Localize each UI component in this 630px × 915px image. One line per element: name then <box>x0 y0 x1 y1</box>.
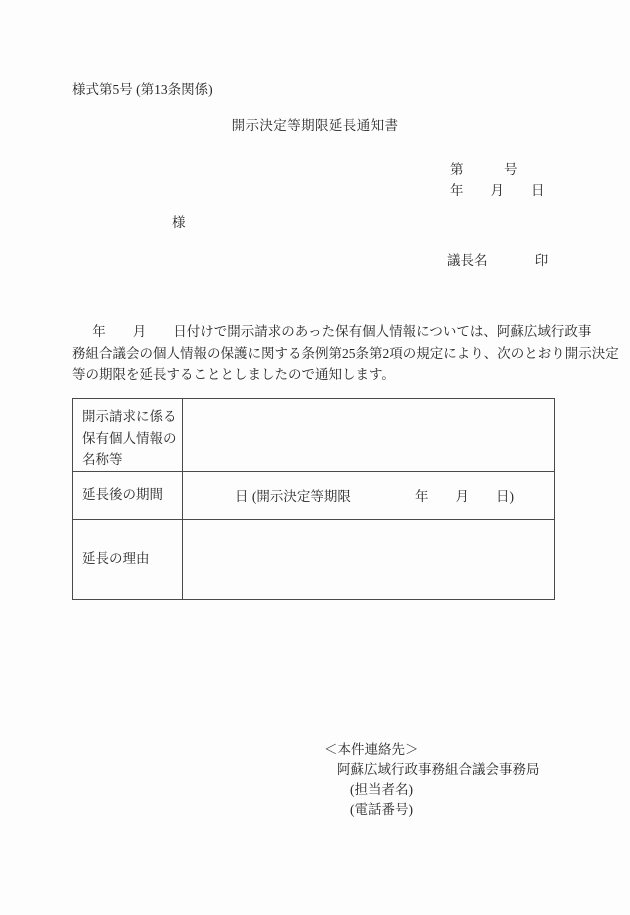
body-line-1: 年 月 日付けで開示請求のあった保有個人情報については、阿蘇広域行政事 <box>72 324 592 339</box>
table-cell-reason-value[interactable] <box>183 519 555 599</box>
table-cell-subject-value[interactable] <box>183 399 555 472</box>
table-label-line-1: 開示請求に係る <box>82 409 177 424</box>
table-row <box>73 519 555 599</box>
table-row <box>73 471 555 519</box>
document-number-line: 第 号 <box>450 162 518 177</box>
addressee-line: 様 <box>172 215 186 230</box>
contact-organization: 阿蘇広域行政事務組合議会事務局 <box>337 762 540 777</box>
document-date-line: 年 月 日 <box>450 183 545 198</box>
signature-line: 議長名 印 <box>447 253 549 268</box>
body-line-3: 等の期限を延長することとしましたので通知します。 <box>72 367 395 382</box>
table-label-line-2: 保有個人情報の <box>82 430 177 446</box>
contact-phone: (電話番号) <box>350 802 413 817</box>
contact-person: (担当者名) <box>350 782 413 797</box>
table-row <box>73 399 555 472</box>
table-row-label-subject <box>73 399 183 472</box>
body-paragraph <box>72 321 619 386</box>
contact-block <box>324 740 540 820</box>
table-row-label-reason: 延長の理由 <box>73 519 183 599</box>
table-row-label-extended-period: 延長後の期間 <box>73 471 183 519</box>
document-meta-block <box>450 159 545 201</box>
form-number: 様式第5号 (第13条関係) <box>72 82 213 97</box>
contact-heading: ＜本件連絡先＞ <box>324 742 419 757</box>
body-line-2: 務組合議会の個人情報の保護に関する条例第25条第2項の規定により、次のとおり開示決定 <box>72 345 619 361</box>
document-title: 開示決定等期限延長通知書 <box>231 118 399 133</box>
table-cell-extended-period-value[interactable]: 日 (開示決定等期限 年 月 日) <box>183 471 555 519</box>
notice-table <box>72 398 555 600</box>
table-label-line-3: 名称等 <box>82 452 123 467</box>
